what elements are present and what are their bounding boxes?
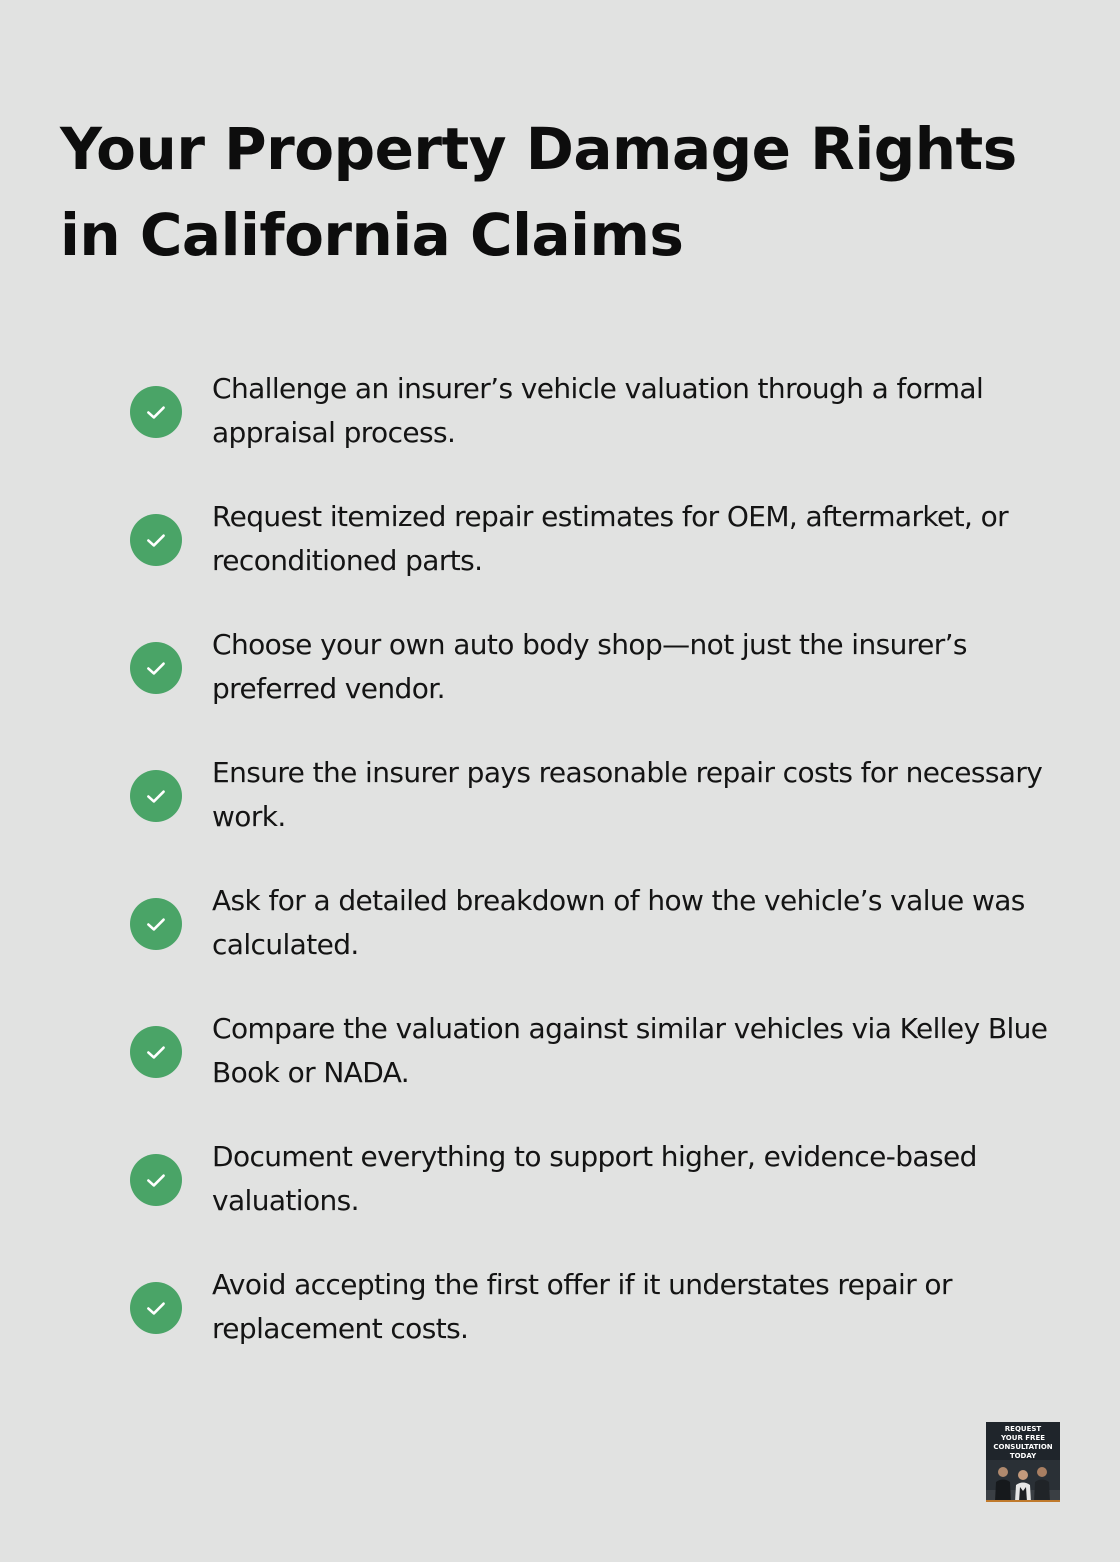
page-title: Your Property Damage Rights in California Claims <box>60 115 1017 269</box>
list-item-text: Ensure the insurer pays reasonable repair costs for necessary work. <box>212 756 1043 833</box>
list-item <box>130 367 1060 495</box>
list-item <box>130 1007 1060 1135</box>
attorneys-photo <box>986 1460 1060 1502</box>
check-icon <box>130 898 182 950</box>
rights-checklist <box>130 367 1060 1391</box>
list-item-text: Choose your own auto body shop—not just the insurer’s preferred vendor. <box>212 628 967 705</box>
consultation-promo-link[interactable] <box>986 1422 1060 1502</box>
list-item-text: Compare the valuation against similar vehicles via Kelley Blue Book or NADA. <box>212 1012 1048 1089</box>
list-item <box>130 1135 1060 1263</box>
check-icon <box>130 386 182 438</box>
list-item-text: Document everything to support higher, evidence-based valuations. <box>212 1140 977 1217</box>
list-item <box>130 495 1060 623</box>
list-item-text: Avoid accepting the first offer if it understates repair or replacement costs. <box>212 1268 952 1345</box>
check-icon <box>130 1154 182 1206</box>
list-item <box>130 879 1060 1007</box>
list-item-text: Request itemized repair estimates for OEM, aftermarket, or reconditioned parts. <box>212 500 1009 577</box>
list-item-text: Ask for a detailed breakdown of how the vehicle’s value was calculated. <box>212 884 1025 961</box>
check-icon <box>130 514 182 566</box>
list-item-text: Challenge an insurer’s vehicle valuation through a formal appraisal process. <box>212 372 984 449</box>
check-icon <box>130 642 182 694</box>
check-icon <box>130 1282 182 1334</box>
list-item <box>130 1263 1060 1391</box>
check-icon <box>130 1026 182 1078</box>
promo-text: REQUEST YOUR FREE CONSULTATION TODAY <box>993 1425 1053 1460</box>
check-icon <box>130 770 182 822</box>
list-item <box>130 623 1060 751</box>
list-item <box>130 751 1060 879</box>
